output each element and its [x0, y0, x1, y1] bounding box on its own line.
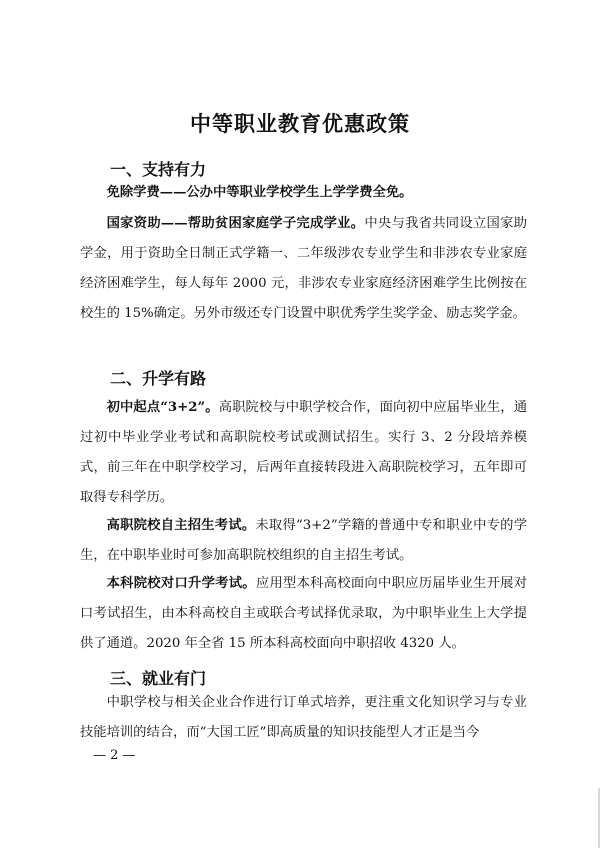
- paragraph: [80, 569, 527, 659]
- paragraph-lead: 免除学费——公办中等职业学校学生上学学费全免。: [106, 185, 413, 200]
- paragraph-text: 应用型本科高校面向中职应历届毕业生开展对口考试招生，由本科高校自主或联合考试择优录取，为中职毕业生上大学提供了通道。2020 年全省 15 所本科高校面向中职招收 4320 人。: [80, 576, 528, 651]
- paragraph-lead: 高职院校自主招生考试。: [106, 518, 256, 533]
- paragraph-text: 中央与我省共同设立国家助学金，用于资助全日制正式学籍一、二年级涉农专业学生和非涉农专业家庭经济困难学生，每人每年 2000 元，非涉农专业家庭经济困难学生比例按在校生的 15%确定。另外市级还专门设置中职优秀学生奖学金、励志奖学金。: [80, 216, 528, 321]
- paragraph-lead: 国家资助——帮助贫困家庭学子完成学业。: [106, 216, 365, 231]
- section-heading: 二、升学有路: [110, 369, 207, 388]
- paragraph-text: 未取得“3+2”学籍的普通中专和职业中专的学生，在中职毕业时可参加高职院校组织的自主招生考试。: [80, 518, 528, 563]
- paragraph: [80, 511, 527, 571]
- paragraph-lead: 初中起点“3+2”。: [106, 400, 219, 415]
- section-heading: 三、就业有门: [110, 669, 207, 688]
- paragraph-text: 高职院校与中职学校合作，面向初中应届毕业生，通过初中毕业学业考试和高职院校考试或测试招生。实行 3、2 分段培养模式，前三年在中职学校学习，后两年直接转段进入高职院校学习，五年即可取得专科学历。: [80, 400, 527, 505]
- paragraph: [80, 178, 527, 208]
- paragraph: [80, 393, 527, 513]
- page-title: 中等职业教育优惠政策: [190, 111, 410, 136]
- paragraph-lead: 本科院校对口升学考试。: [106, 576, 256, 591]
- paragraph: [80, 688, 527, 748]
- paragraph-text: 中职学校与相关企业合作进行订单式培养，更注重文化知识学习与专业技能培训的结合，而“大国工匠”即高质量的知识技能型人才正是当今: [80, 695, 527, 740]
- section-heading: 一、支持有力: [110, 160, 207, 179]
- paragraph: [80, 209, 527, 329]
- page-number: — 2 —: [93, 748, 136, 763]
